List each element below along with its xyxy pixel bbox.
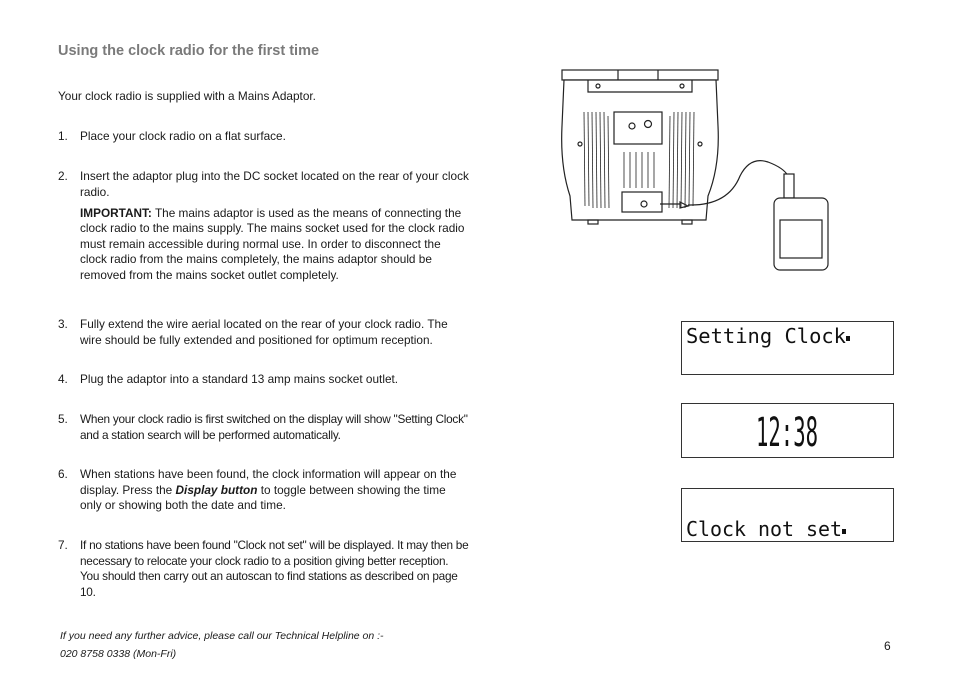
clock-radio-rear-icon — [558, 66, 838, 281]
footer-helpline: If you need any further advice, please call our Technical Helpline on :- — [60, 630, 384, 642]
display-button-reference: Display button — [175, 482, 258, 497]
step-text: Place your clock radio on a flat surface. — [80, 129, 286, 143]
step-text: When stations have been found, the clock information will appear on the display. Press the Display button to toggle between showing the time only or showing both the date and time. — [80, 467, 457, 512]
page-heading: Using the clock radio for the first time — [58, 43, 320, 59]
step-text: Insert the adaptor plug into the DC socket located on the rear of your clock radio. — [80, 169, 469, 199]
footer-phone: 020 8758 0338 (Mon-Fri) — [60, 648, 177, 660]
step-text: Fully extend the wire aerial located on the rear of your clock radio. The wire should be fully extended and positioned for optimum reception. — [80, 317, 448, 347]
step-text: When your clock radio is first switched on the display will show "Setting Clock" and a station search will be performed automatically. — [80, 412, 468, 442]
lcd-display-clock-not-set — [681, 488, 894, 542]
step-number: 4. — [58, 372, 68, 386]
step-7 — [58, 538, 470, 600]
lcd-display-time — [681, 403, 894, 458]
page-number: 6 — [884, 639, 891, 653]
lcd-text: Clock not set — [686, 517, 842, 541]
important-text: The mains adaptor is used as the means of connecting the clock radio to the mains supply. The mains socket used for the clock radio must remain accessible during normal use. In order to disconnect the clock radio from the mains completely, the mains adaptor should be removed from the mains socket outlet completely. — [80, 206, 465, 282]
step-number: 7. — [58, 538, 68, 552]
lcd-text: Setting Clock — [686, 324, 846, 348]
step-number: 3. — [58, 317, 68, 331]
step-2 — [58, 169, 470, 283]
step-number: 2. — [58, 169, 68, 183]
step-6 — [58, 467, 470, 514]
step-4 — [58, 372, 470, 388]
step-text: Plug the adaptor into a standard 13 amp mains socket outlet. — [80, 372, 399, 386]
step-number: 6. — [58, 467, 68, 481]
lcd-display-setting-clock — [681, 321, 894, 375]
intro-text: Your clock radio is supplied with a Mains Adaptor. — [58, 89, 316, 103]
important-label: IMPORTANT: — [80, 206, 152, 220]
step-number: 1. — [58, 129, 68, 143]
step-1 — [58, 129, 470, 145]
step-number: 5. — [58, 412, 68, 426]
lcd-time-text: 12:38 — [756, 410, 818, 456]
step-5 — [58, 412, 470, 443]
step-text: If no stations have been found "Clock not set" will be displayed. It may then be necessary to relocate your clock radio to a position giving better reception. You should then carry out an autoscan to find stations as described on page 10. — [80, 538, 469, 599]
step-3 — [58, 317, 470, 348]
important-note — [80, 206, 470, 283]
